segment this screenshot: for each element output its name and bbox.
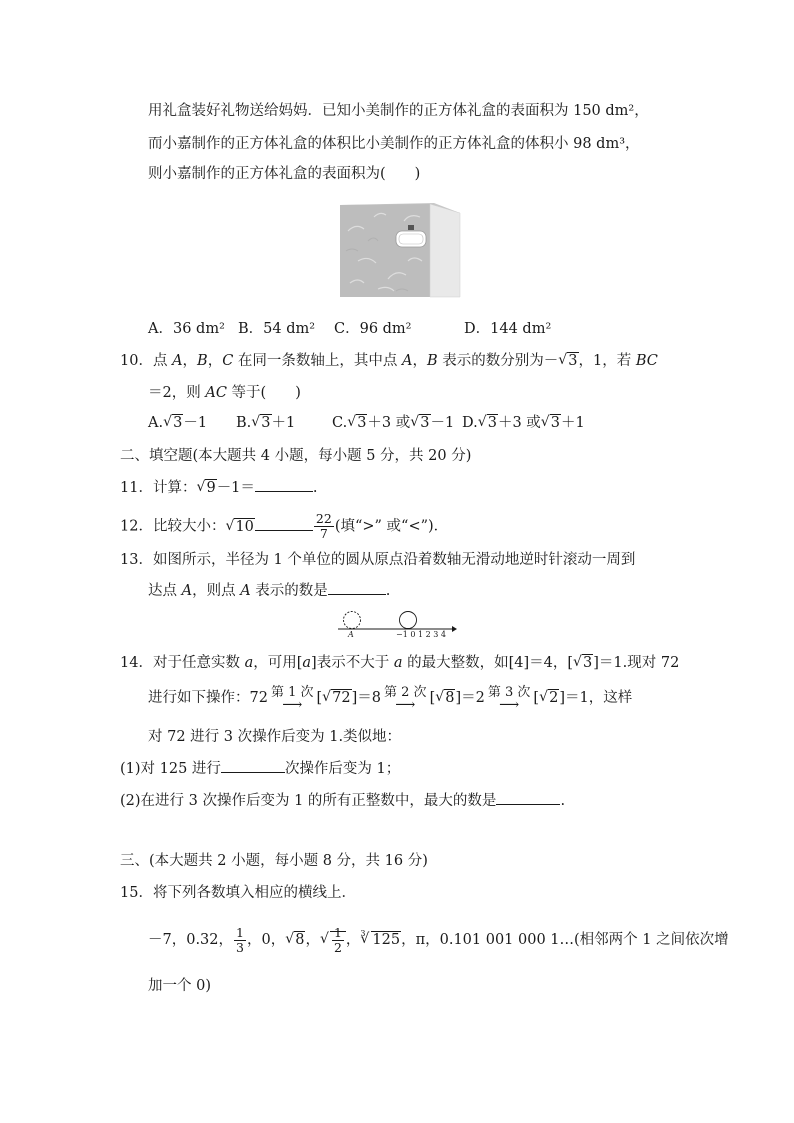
q14-line-1: 14．对于任意实数 a，可用[a]表示不大于 a 的最大整数，如[4]＝4，[√ 3]＝1.现对 72	[120, 652, 679, 674]
figure-tick-labels: −1 0 1 2 3 4	[396, 630, 446, 639]
answer-blank[interactable]	[328, 580, 386, 595]
answer-blank[interactable]	[255, 477, 313, 492]
number-line-figure	[336, 608, 460, 642]
q14-line-2: 进行如下操作：72 第 1 次 ⟶ [√ 72]＝8 第 2 次 ⟶ [√ 8]＝2 第 3 次 ⟶ [√ 2]＝1，这样	[148, 684, 632, 712]
q10-option-a: A.√ 3－1	[148, 412, 207, 434]
answer-blank[interactable]	[255, 516, 313, 531]
q10-option-b: B.√ 3＋1	[236, 412, 295, 434]
q15-line-3: 加一个 0)	[148, 978, 211, 994]
q15-line-1: 15．将下列各数填入相应的横线上．	[120, 885, 356, 901]
step-arrow-1: 第 1 次 ⟶	[270, 685, 314, 713]
q10-line-2: ＝2，则 AC 等于( )	[148, 385, 301, 401]
q12: 12．比较大小：√ 10 $\frac{22}{7}$ (填“>” 或“<”)．	[120, 512, 448, 541]
q10-option-c: C.√ 3＋3 或√ 3－1	[332, 412, 454, 434]
q9-option-c: C．96 dm²	[334, 321, 412, 337]
q15-number-list: －7，0.32， $\frac{1}{3}$ ，0，√ 8， √ $\frac{1}{2}$ ， √ 3 125，π，0.101 001 000 1…(相邻两个 1 之间依次增	[148, 922, 729, 958]
q9-option-a: A．36 dm²	[148, 321, 225, 337]
q10-line-1: 10．点 A，B，C 在同一条数轴上，其中点 A，B 表示的数分别为－√ 3，1，若 BC	[120, 350, 658, 372]
q14-sub-1: (1)对 125 进行 次操作后变为 1；	[120, 758, 400, 780]
step-arrow-3: 第 3 次 ⟶	[487, 685, 531, 713]
figure-label-a: A	[348, 630, 354, 639]
q9-option-d: D．144 dm²	[464, 321, 552, 337]
q9-line-2: 而小嘉制作的正方体礼盒的体积比小美制作的正方体礼盒的体积小 98 dm³，	[148, 136, 640, 152]
q14-line-3: 对 72 进行 3 次操作后变为 1.类似地：	[148, 729, 402, 745]
step-arrow-2: 第 2 次 ⟶	[384, 685, 427, 713]
q9-option-b: B．54 dm²	[238, 321, 316, 337]
q14-sub-2: (2)在进行 3 次操作后变为 1 的所有正整数中，最大的数是 .	[120, 790, 565, 812]
q11: 11．计算：√ 9－1＝ .	[120, 477, 318, 499]
sqrt-3: √ 3	[558, 350, 578, 372]
answer-blank[interactable]	[221, 758, 285, 773]
gift-box-image	[338, 201, 462, 299]
q13-line-1: 13．如图所示，半径为 1 个单位的圆从原点沿着数轴无滑动地逆时针滚动一周到	[120, 552, 636, 568]
section-3-heading: 三、(本大题共 2 小题，每小题 8 分，共 16 分)	[120, 853, 428, 869]
q13-line-2: 达点 A，则点 A 表示的数是 .	[148, 580, 390, 602]
q9-line-1: 用礼盒装好礼物送给妈妈．已知小美制作的正方体礼盒的表面积为 150 dm²，	[148, 103, 649, 119]
section-2-heading: 二、填空题(本大题共 4 小题，每小题 5 分，共 20 分)	[120, 448, 472, 464]
answer-blank[interactable]	[496, 790, 560, 805]
q10-option-d: D.√ 3＋3 或√ 3＋1	[462, 412, 585, 434]
q9-line-3: 则小嘉制作的正方体礼盒的表面积为( )	[148, 166, 421, 182]
